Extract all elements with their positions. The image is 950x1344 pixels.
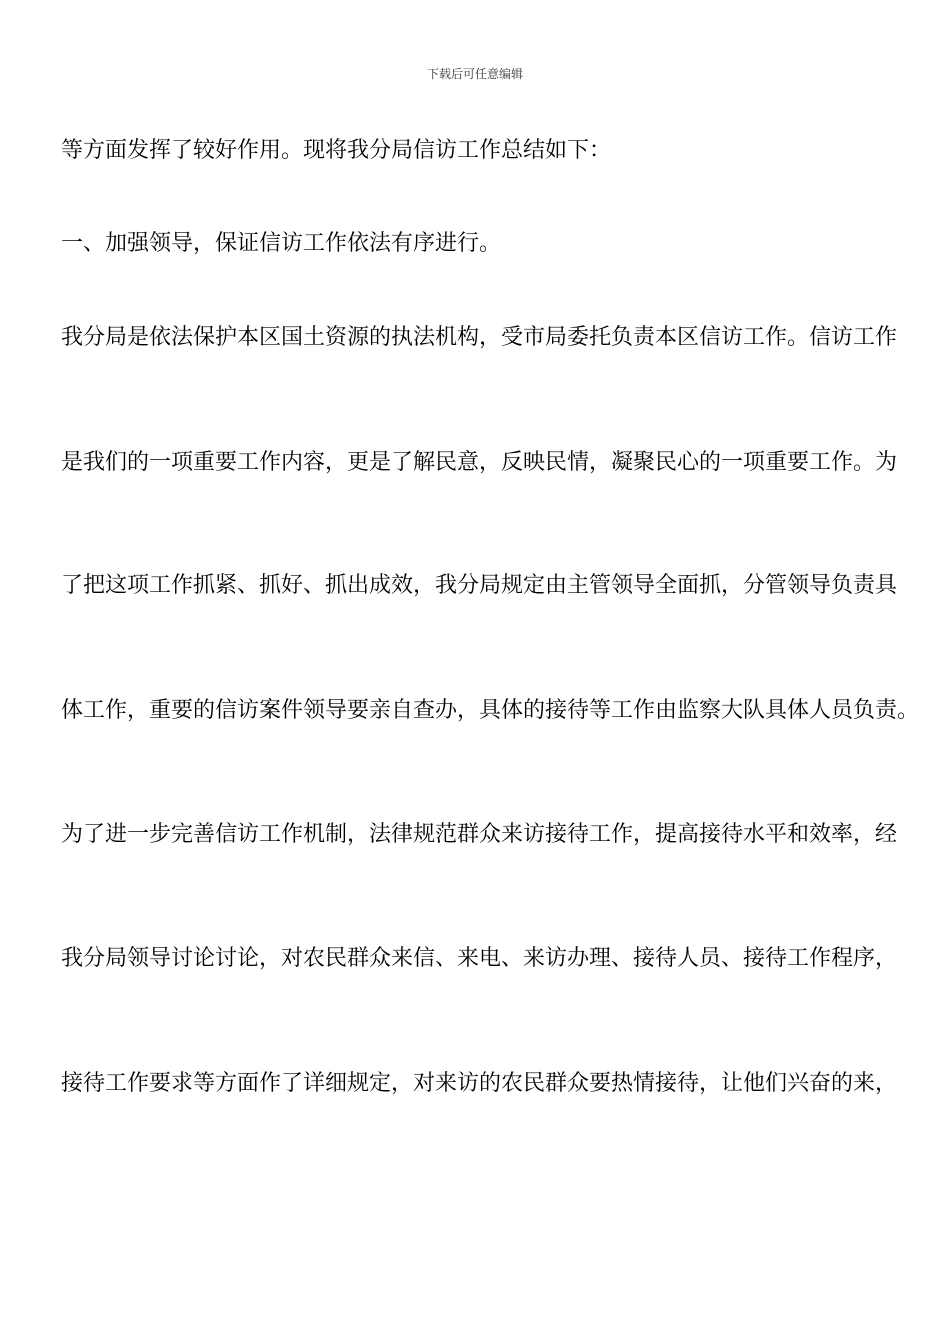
body-line: 是我们的一项重要工作内容，更是了解民意，反映民情，凝聚民心的一项重要工作。为 xyxy=(61,450,898,475)
body-line: 接待工作要求等方面作了详细规定，对来访的农民群众要热情接待，让他们兴奋的来， xyxy=(61,1071,898,1096)
body-line-intro: 等方面发挥了较好作用。现将我分局信访工作总结如下： xyxy=(61,138,612,163)
body-line: 体工作，重要的信访案件领导要亲自查办，具体的接待等工作由监察大队具体人员负责。 xyxy=(61,698,920,723)
page-header: 下载后可任意编辑 xyxy=(426,67,523,81)
section-heading: 一、加强领导，保证信访工作依法有序进行。 xyxy=(61,231,502,256)
body-line: 我分局领导讨论讨论，对农民群众来信、来电、来访办理、接待人员、接待工作程序， xyxy=(61,946,898,971)
body-line: 我分局是依法保护本区国土资源的执法机构，受市局委托负责本区信访工作。信访工作 xyxy=(61,325,898,350)
body-line: 了把这项工作抓紧、抓好、抓出成效，我分局规定由主管领导全面抓，分管领导负责具 xyxy=(61,573,898,598)
body-line: 为了进一步完善信访工作机制，法律规范群众来访接待工作，提高接待水平和效率，经 xyxy=(61,822,898,847)
